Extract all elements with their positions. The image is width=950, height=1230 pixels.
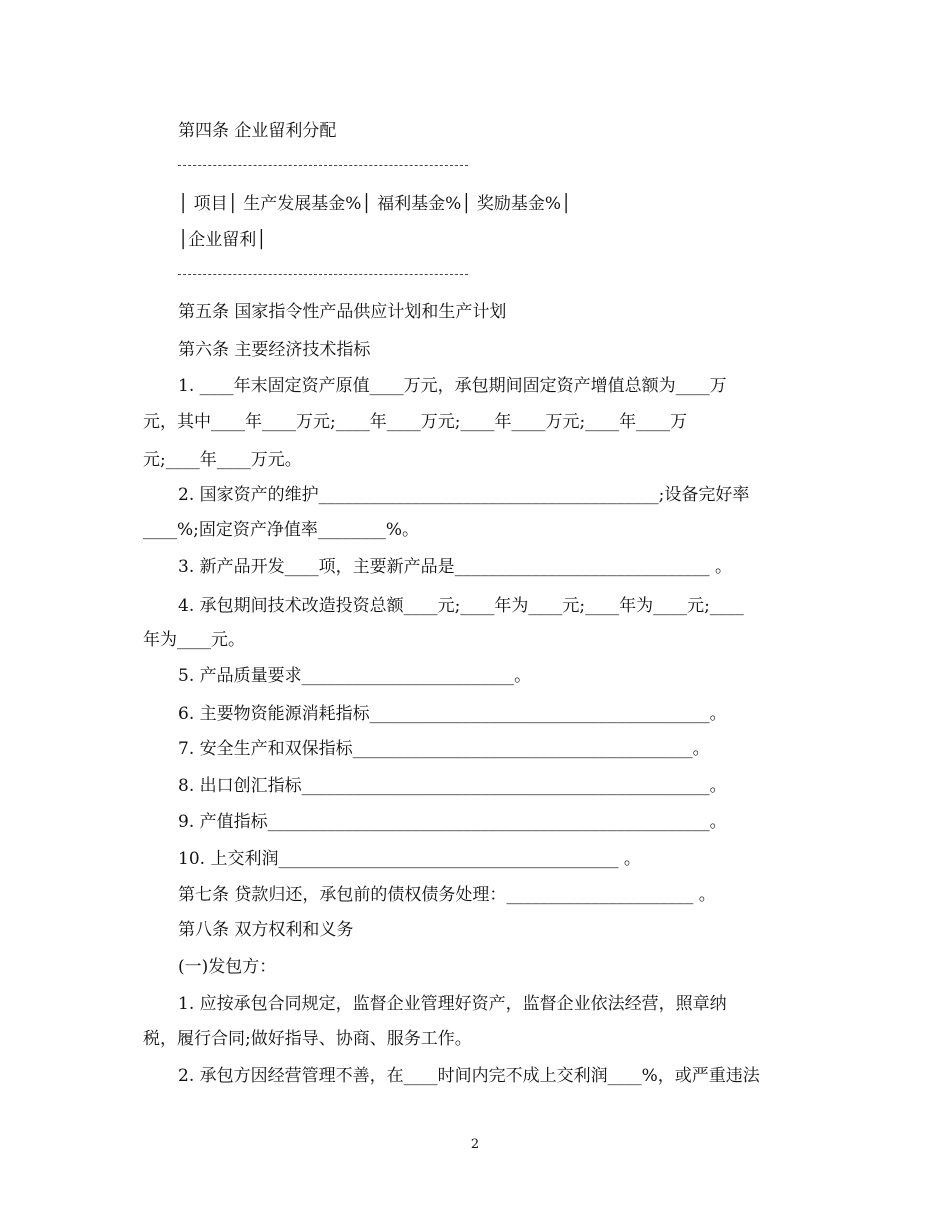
item-9: 9. 产值指标____________________________________________________。 xyxy=(178,812,727,832)
item-1-line-3: 元;____年____万元。 xyxy=(143,450,302,470)
table-top-rule xyxy=(178,165,468,166)
item-1-line-1: 1. ____年末固定资产原值____万元，承包期间固定资产增值总额为____万 xyxy=(178,376,727,396)
item-1-line-2: 元，其中____年____万元;____年____万元;____年____万元;____年____万 xyxy=(143,412,688,432)
article-7-title: 第七条 贷款归还，承包前的债权债务处理：______________________ 。 xyxy=(178,885,716,905)
party-a-heading: (一)发包方： xyxy=(178,957,277,977)
item-3: 3. 新产品开发____项，主要新产品是______________________________ 。 xyxy=(178,557,733,577)
item-8: 8. 出口创汇指标________________________________________________。 xyxy=(178,776,727,796)
duty-1-line-1: 1. 应按承包合同规定，监督企业管理好资产，监督企业依法经营，照章纳 xyxy=(178,994,727,1014)
article-5-title: 第五条 国家指令性产品供应计划和生产计划 xyxy=(178,302,507,322)
duty-2-line-1: 2. 承包方因经营管理不善，在____时间内完不成上交利润____%，或严重违法 xyxy=(178,1066,760,1086)
duty-1-line-2: 税，履行合同;做好指导、协商、服务工作。 xyxy=(143,1029,472,1049)
table-data-row: │企业留利│ xyxy=(178,230,267,250)
table-bottom-rule xyxy=(178,274,468,275)
item-4-line-2: 年为____元。 xyxy=(143,630,245,650)
item-4-line-1: 4. 承包期间技术改造投资总额____元;____年为____元;____年为____元;____ xyxy=(178,596,744,616)
item-5: 5. 产品质量要求_________________________。 xyxy=(178,666,532,686)
article-6-title: 第六条 主要经济技术指标 xyxy=(178,340,371,360)
item-2-line-1: 2. 国家资产的维护________________________________________;设备完好率 xyxy=(178,485,750,505)
item-6: 6. 主要物资能源消耗指标________________________________________。 xyxy=(178,704,727,724)
article-4-title: 第四条 企业留利分配 xyxy=(178,121,337,141)
page-number: 2 xyxy=(470,1137,480,1152)
item-2-line-2: ____%;固定资产净值率________%。 xyxy=(143,520,420,540)
item-7: 7. 安全生产和双保指标________________________________________。 xyxy=(178,739,710,759)
article-8-title: 第八条 双方权利和义务 xyxy=(178,920,354,940)
item-10: 10. 上交利润________________________________________ 。 xyxy=(178,849,641,869)
table-header-row: │ 项目│ 生产发展基金%│ 福利基金%│ 奖励基金%│ xyxy=(178,194,572,214)
